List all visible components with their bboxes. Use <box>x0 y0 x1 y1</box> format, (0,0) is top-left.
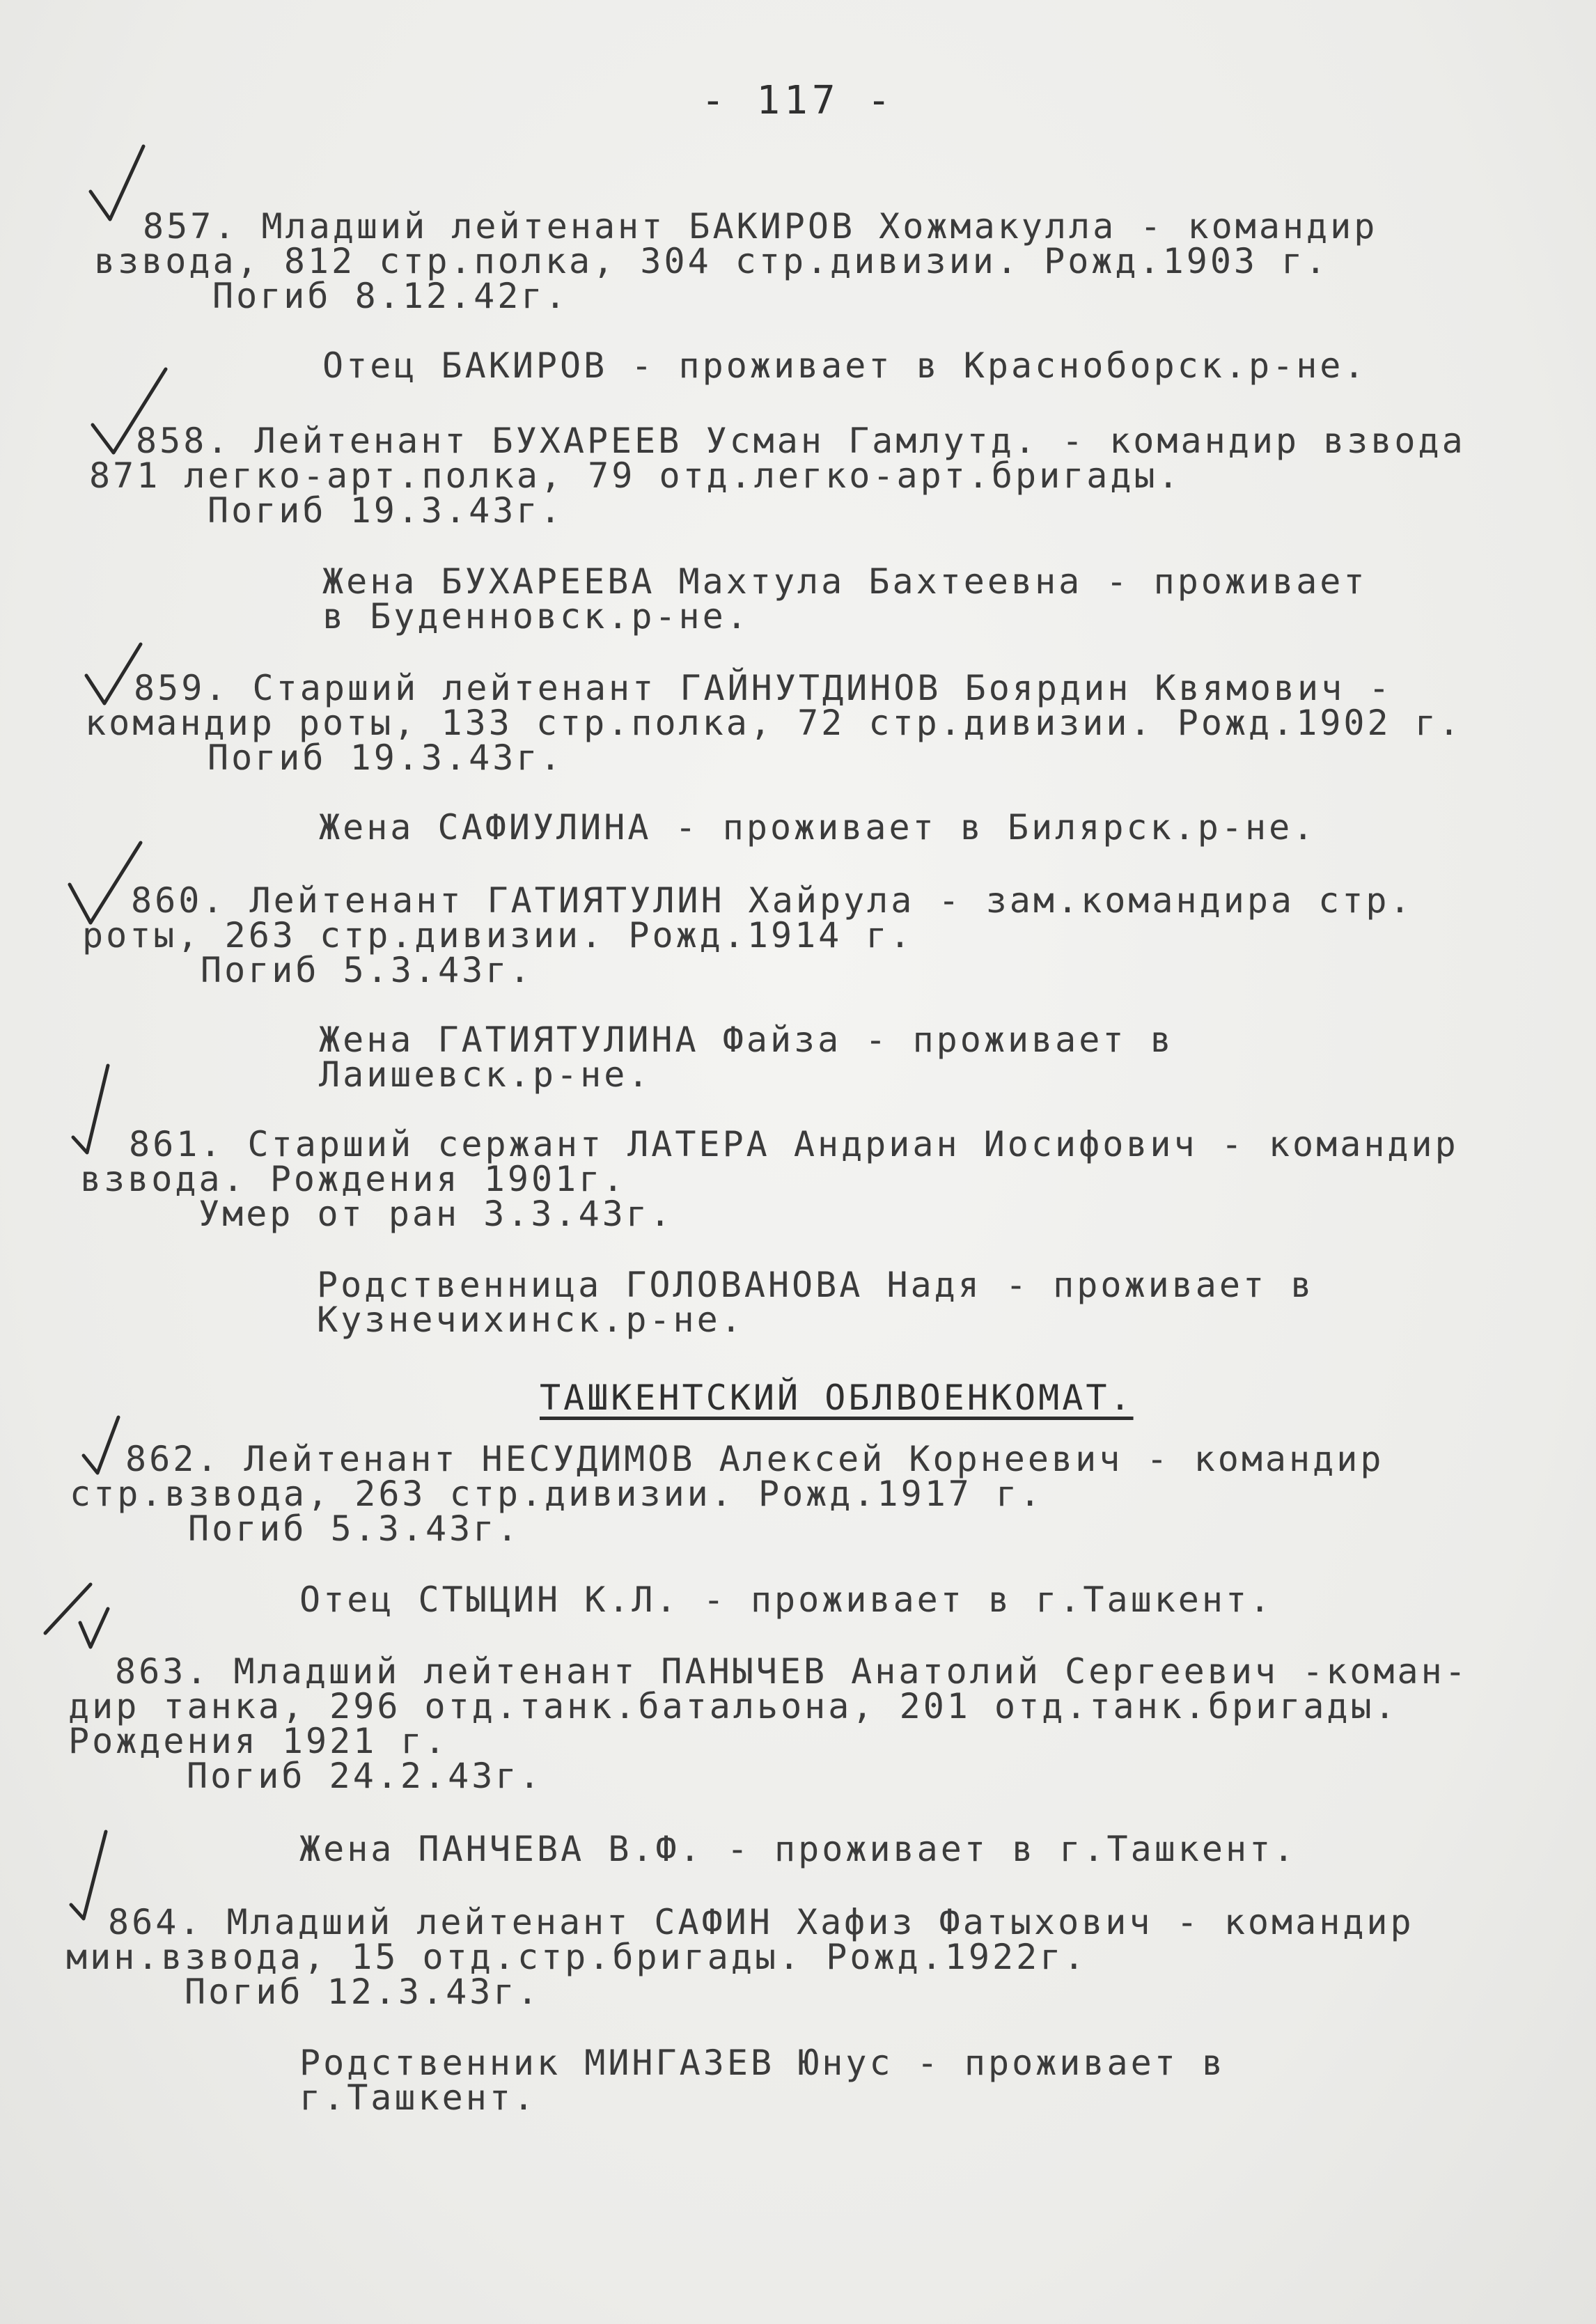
entry-864-line-3: Погиб 12.3.43г. <box>185 1972 541 2012</box>
entry-859-relative-1: Жена САФИУЛИНА - проживает в Билярск.р-не. <box>319 807 1317 848</box>
entry-864-line-1: 864. Младший лейтенант САФИН Хафиз Фатыхович - командир <box>108 1902 1414 1942</box>
entry-857-relative-1: Отец БАКИРОВ - проживает в Красноборск.р-не. <box>322 345 1368 386</box>
entry-860-relative-1: Жена ГАТИЯТУЛИНА Файза - проживает в <box>319 1020 1174 1060</box>
entry-861-line-1: 861. Старший сержант ЛАТЕРА Андриан Иосифович - командир <box>129 1124 1459 1164</box>
entry-863-line-4: Погиб 24.2.43г. <box>187 1756 543 1796</box>
entry-858-line-2: 871 легко-арт.полка, 79 отд.легко-арт.бригады. <box>89 455 1182 496</box>
entry-861-relative-1: Родственница ГОЛОВАНОВА Надя - проживает в <box>317 1265 1315 1305</box>
entry-862-relative-1: Отец СТЫЦИН К.Л. - проживает в г.Ташкент. <box>299 1580 1274 1620</box>
entry-859-line-3: Погиб 19.3.43г. <box>208 738 564 778</box>
entry-860-relative-2: Лаишевск.р-не. <box>319 1054 652 1095</box>
entry-859-line-1: 859. Старший лейтенант ГАЙНУТДИНОВ Боярдин Квямович - <box>134 668 1393 708</box>
entry-864-relative-2: г.Ташкент. <box>299 2077 538 2118</box>
entry-861-line-2: взвода. Рождения 1901г. <box>80 1159 627 1199</box>
entry-863-relative-1: Жена ПАНЧЕВА В.Ф. - проживает в г.Ташкент. <box>299 1829 1297 1869</box>
entry-862-line-3: Погиб 5.3.43г. <box>188 1508 521 1549</box>
entry-861-relative-2: Кузнечихинск.р-не. <box>317 1300 744 1340</box>
entry-860-line-3: Погиб 5.3.43г. <box>201 950 533 990</box>
entry-864-line-2: мин.взвода, 15 отд.стр.бригады. Рожд.1922г. <box>66 1937 1088 1977</box>
entry-863-line-2: дир танка, 296 отд.танк.батальона, 201 отд.танк.бригады. <box>68 1686 1398 1726</box>
entry-862-line-1: 862. Лейтенант НЕСУДИМОВ Алексей Корнеевич - командир <box>125 1439 1384 1479</box>
entry-863-line-3: Рождения 1921 г. <box>68 1721 448 1761</box>
entry-859-line-2: командир роты, 133 стр.полка, 72 стр.дивизии. Рожд.1902 г. <box>85 703 1462 743</box>
entry-862-line-2: стр.взвода, 263 стр.дивизии. Рожд.1917 г. <box>70 1474 1044 1514</box>
entry-864-relative-1: Родственник МИНГАЗЕВ Юнус - проживает в <box>299 2043 1226 2083</box>
entry-860-line-1: 860. Лейтенант ГАТИЯТУЛИН Хайрула - зам.командира стр. <box>131 880 1414 921</box>
entry-858-line-1: 858. Лейтенант БУХАРЕЕВ Усман Гамлутд. - командир взвода <box>136 421 1466 461</box>
entry-858-relative-2: в Буденновск.р-не. <box>322 596 750 637</box>
page-number: - 117 - <box>701 78 895 123</box>
section-heading: ТАШКЕНТСКИЙ ОБЛВОЕНКОМАТ. <box>540 1378 1134 1418</box>
entry-858-line-3: Погиб 19.3.43г. <box>208 490 564 531</box>
entry-861-line-3: Умер от ран 3.3.43г. <box>198 1194 674 1234</box>
entry-857-line-3: Погиб 8.12.42г. <box>212 276 569 316</box>
entry-860-line-2: роты, 263 стр.дивизии. Рожд.1914 г. <box>82 915 914 956</box>
entry-858-relative-1: Жена БУХАРЕЕВА Махтула Бахтеевна - проживает <box>322 561 1368 602</box>
entry-857-line-1: 857. Младший лейтенант БАКИРОВ Хожмакулла - командир <box>143 206 1378 247</box>
entry-863-line-1: 863. Младший лейтенант ПАНЫЧЕВ Анатолий Сергеевич -коман- <box>115 1651 1469 1692</box>
entry-857-line-2: взвода, 812 стр.полка, 304 стр.дивизии. Рожд.1903 г. <box>94 241 1329 281</box>
